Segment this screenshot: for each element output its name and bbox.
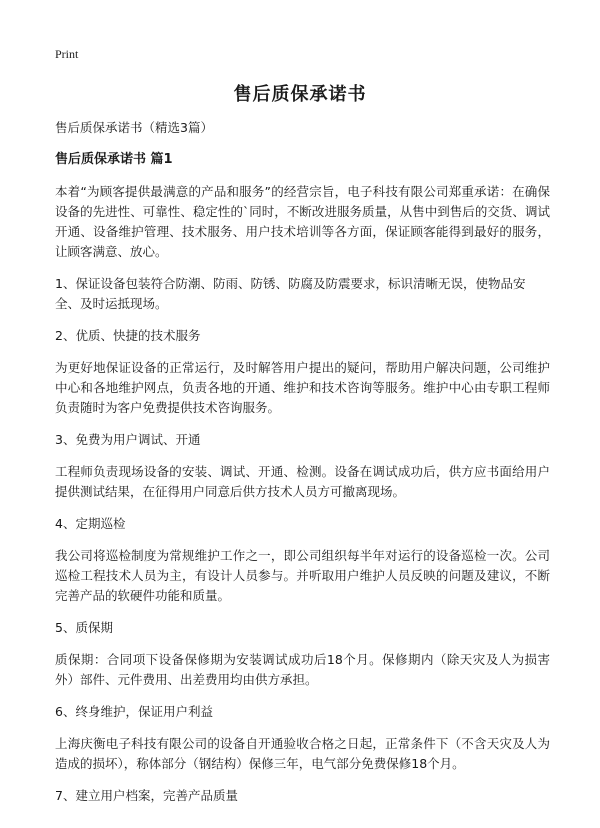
intro-paragraph: 本着“为顾客提供最满意的产品和服务”的经营宗旨，电子科技有限公司郑重承诺：在确保设备的先进性、可靠性、稳定性的`同时，不断改进服务质量，从售中到售后的交货、调试开通、设备维护管理、技术服务、用户技术培训等各方面，保证顾客能得到最好的服务，让顾客满意、放心。 [55,184,550,259]
document-subtitle: 售后质保承诺书（精选3篇） [55,120,213,135]
page-title: 售后质保承诺书 [233,84,367,105]
item-title-1: 1、保证设备包装符合防潮、防雨、防锈、防腐及防震要求，标识清晰无误，使物品安全、及时运抵现场。 [55,276,526,311]
item-body-5: 质保期：合同项下设备保修期为安装调试成功后18个月。保修期内（除天灾及人为损害外）部件、元件费用、出差费用均由供方承担。 [55,652,550,687]
item-title-5: 5、质保期 [55,620,113,635]
item-title-4: 4、定期巡检 [55,516,126,531]
item-title-2: 2、优质、快捷的技术服务 [55,328,201,343]
item-body-6: 上海庆衡电子科技有限公司的设备自开通验收合格之日起，正常条件下（不含天灾及人为造成的损坏），称体部分（钢结构）保修三年，电气部分免费保修18个月。 [55,736,550,771]
item-body-3: 工程师负责现场设备的安装、调试、开通、检测。设备在调试成功后，供方应书面给用户提供测试结果，在征得用户同意后供方技术人员方可撤离现场。 [55,464,550,499]
print-link[interactable]: Print [55,47,79,61]
item-body-2: 为更好地保证设备的正常运行，及时解答用户提出的疑问，帮助用户解决问题，公司维护中心和各地维护网点，负责各地的开通、维护和技术咨询等服务。维护中心由专职工程师负责随时为客户免费提供技术咨询服务。 [55,360,550,415]
item-title-3: 3、免费为用户调试、开通 [55,432,201,447]
item-body-4: 我公司将巡检制度为常规维护工作之一，即公司组织每半年对运行的设备巡检一次。公司巡检工程技术人员为主，有设计人员参与。并听取用户维护人员反映的问题及建议，不断完善产品的软硬件功能和质量。 [55,548,550,603]
item-title-7: 7、建立用户档案，完善产品质量 [55,788,238,803]
section-heading: 售后质保承诺书 篇1 [55,152,173,167]
item-title-6: 6、终身维护，保证用户利益 [55,704,213,719]
document-body [55,118,550,818]
